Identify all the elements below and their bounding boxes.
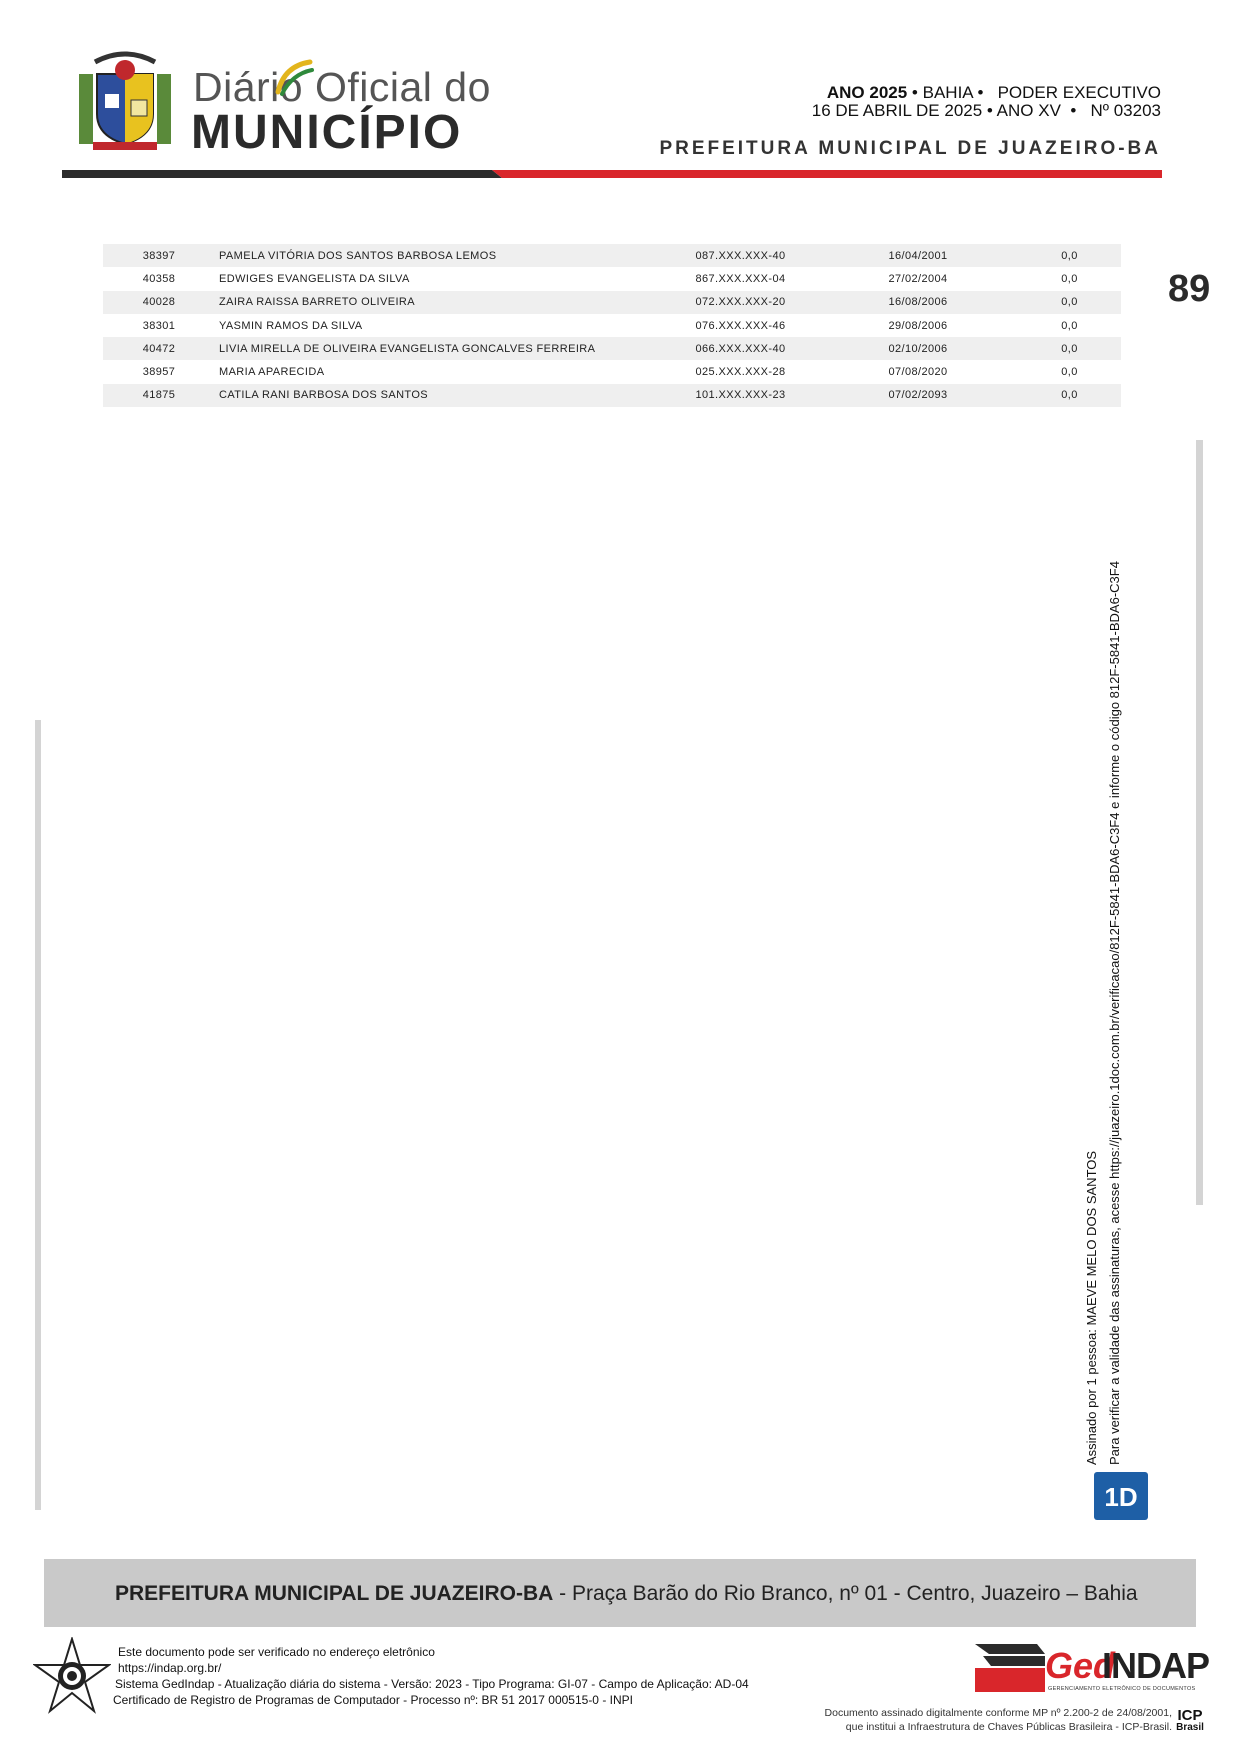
state-label: BAHIA [922, 83, 973, 102]
cell-birth-date: 07/02/2093 [818, 384, 1018, 407]
cell-score: 0,0 [1018, 291, 1121, 314]
table-row [103, 267, 1121, 290]
cell-id: 40028 [103, 291, 215, 314]
municipal-crest-logo [75, 44, 175, 154]
edition-info-line2 [812, 101, 1161, 121]
edition-info-line1 [827, 83, 1161, 103]
cell-score: 0,0 [1018, 384, 1121, 407]
candidates-table [103, 244, 1121, 407]
table-row [103, 384, 1121, 407]
cell-cpf: 076.XXX.XXX-46 [695, 319, 786, 332]
table-row [103, 314, 1121, 337]
cell-birth-date: 29/08/2006 [888, 319, 948, 332]
cell-birth-date: 02/10/2006 [818, 337, 1018, 360]
logo-title-line2: MUNICÍPIO [191, 106, 463, 159]
mp-signature-notice-line1: Documento assinado digitalmente conforme MP nº 2.200-2 de 24/08/2001, [824, 1707, 1172, 1719]
gedindap-logo-indap: INDAP [1102, 1645, 1210, 1686]
signature-block [1080, 561, 1150, 1465]
cell-id: 38301 [142, 319, 176, 332]
left-margin-bar [35, 720, 41, 1510]
cell-name: YASMIN RAMOS DA SILVA [219, 319, 363, 332]
icp-logo-line1: ICP [1177, 1707, 1203, 1724]
cell-name: MARIA APARECIDA [219, 366, 325, 379]
cell-birth-date: 16/08/2006 [818, 291, 1018, 314]
cell-birth-date: 16/04/2001 [818, 244, 1018, 267]
gedindap-logo-ged: Ged [1045, 1645, 1116, 1686]
candidates-table-body [103, 244, 1121, 407]
logo-title-line1: Diário Oficial do [193, 64, 491, 110]
cell-score: 0,0 [1061, 319, 1078, 332]
year-label: ANO 2025 [826, 83, 908, 102]
cell-cpf: 101.XXX.XXX-23 [663, 384, 818, 407]
cell-score: 0,0 [1061, 272, 1078, 285]
cell-id: 40472 [103, 337, 215, 360]
logo-swoosh-icon [272, 58, 316, 98]
mp-signature-notice-line2: que institui a Infraestrutura de Chaves Públicas Brasileira - ICP-Brasil. [845, 1721, 1172, 1733]
signature-signer-line: Assinado por 1 pessoa: MAEVE MELO DOS SANTOS [1084, 1150, 1099, 1465]
system-info: Sistema GedIndap - Atualização diária do sistema - Versão: 2023 - Tipo Programa: GI-07 - Campo de Aplicação: AD-04 [115, 1677, 749, 1691]
cell-score: 0,0 [1061, 366, 1078, 379]
cell-name: EDWIGES EVANGELISTA DA SILVA [219, 272, 410, 285]
bullet: • [911, 83, 923, 102]
icp-logo-line2: Brasil [1176, 1722, 1204, 1733]
prefeitura-title: PREFEITURA MUNICIPAL DE JUAZEIRO-BA [659, 138, 1161, 159]
cell-name: LIVIA MIRELLA DE OLIVEIRA EVANGELISTA GONCALVES FERREIRA [215, 337, 663, 360]
bullet: • [986, 101, 997, 120]
cell-name: CATILA RANI BARBOSA DOS SANTOS [215, 384, 663, 407]
table-row [103, 291, 1121, 314]
national-coat-of-arms-icon [33, 1637, 111, 1715]
cell-id: 38397 [103, 244, 215, 267]
branch-label: PODER EXECUTIVO [997, 83, 1161, 102]
cell-cpf: 066.XXX.XXX-40 [663, 337, 818, 360]
cell-score: 0,0 [1018, 337, 1121, 360]
table-row [103, 337, 1121, 360]
cell-name: ZAIRA RAISSA BARRETO OLIVEIRA [215, 291, 663, 314]
cell-birth-date: 27/02/2004 [888, 272, 948, 285]
certificate-info: Certificado de Registro de Programas de Computador - Processo nº: BR 51 2017 000515-0 - INPI [113, 1693, 633, 1707]
right-margin-bar [1196, 440, 1203, 1205]
signature-verification-line[interactable]: Para verificar a validade das assinaturas, acesse https://juazeiro.1doc.com.br/verificacao/812F-5841-BDA6-C3F4 e informe o código 812F-5841-BDA6-C3F4 [1107, 561, 1122, 1465]
gedindap-logo-subtitle: GERENCIAMENTO ELETRÔNICO DE DOCUMENTOS [1048, 1686, 1196, 1692]
edition-number: Nº 03203 [1090, 101, 1161, 120]
cell-id: 41875 [103, 384, 215, 407]
edition-date: 16 DE ABRIL DE 2025 [811, 101, 983, 120]
header-divider-bar [62, 170, 1162, 178]
table-row [103, 244, 1121, 267]
verify-notice: Este documento pode ser verificado no endereço eletrônico [118, 1645, 435, 1659]
icp-brasil-logo [1174, 1708, 1206, 1744]
cell-cpf: 087.XXX.XXX-40 [663, 244, 818, 267]
cell-cpf: 025.XXX.XXX-28 [695, 366, 786, 379]
bullet: • [977, 83, 993, 102]
edition-year: ANO XV [996, 101, 1061, 120]
cell-birth-date: 07/08/2020 [888, 366, 948, 379]
cell-score: 0,0 [1018, 244, 1121, 267]
verify-url-link[interactable]: https://indap.org.br/ [118, 1661, 222, 1675]
cell-cpf: 072.XXX.XXX-20 [663, 291, 818, 314]
cell-id: 40358 [142, 272, 176, 285]
page-number: 89 [1168, 268, 1211, 310]
table-row [103, 360, 1121, 383]
onedoc-logo [1094, 1472, 1148, 1520]
cell-name: PAMELA VITÓRIA DOS SANTOS BARBOSA LEMOS [215, 244, 663, 267]
cell-cpf: 867.XXX.XXX-04 [695, 272, 786, 285]
bullet: • [1065, 101, 1086, 120]
footer-address-text: - Praça Barão do Rio Branco, nº 01 - Centro, Juazeiro – Bahia [553, 1582, 1138, 1605]
onedoc-logo-text: 1D [1104, 1482, 1138, 1512]
footer-address [115, 1582, 1138, 1606]
footer-prefeitura-name: PREFEITURA MUNICIPAL DE JUAZEIRO-BA [115, 1582, 554, 1605]
cell-id: 38957 [142, 366, 176, 379]
